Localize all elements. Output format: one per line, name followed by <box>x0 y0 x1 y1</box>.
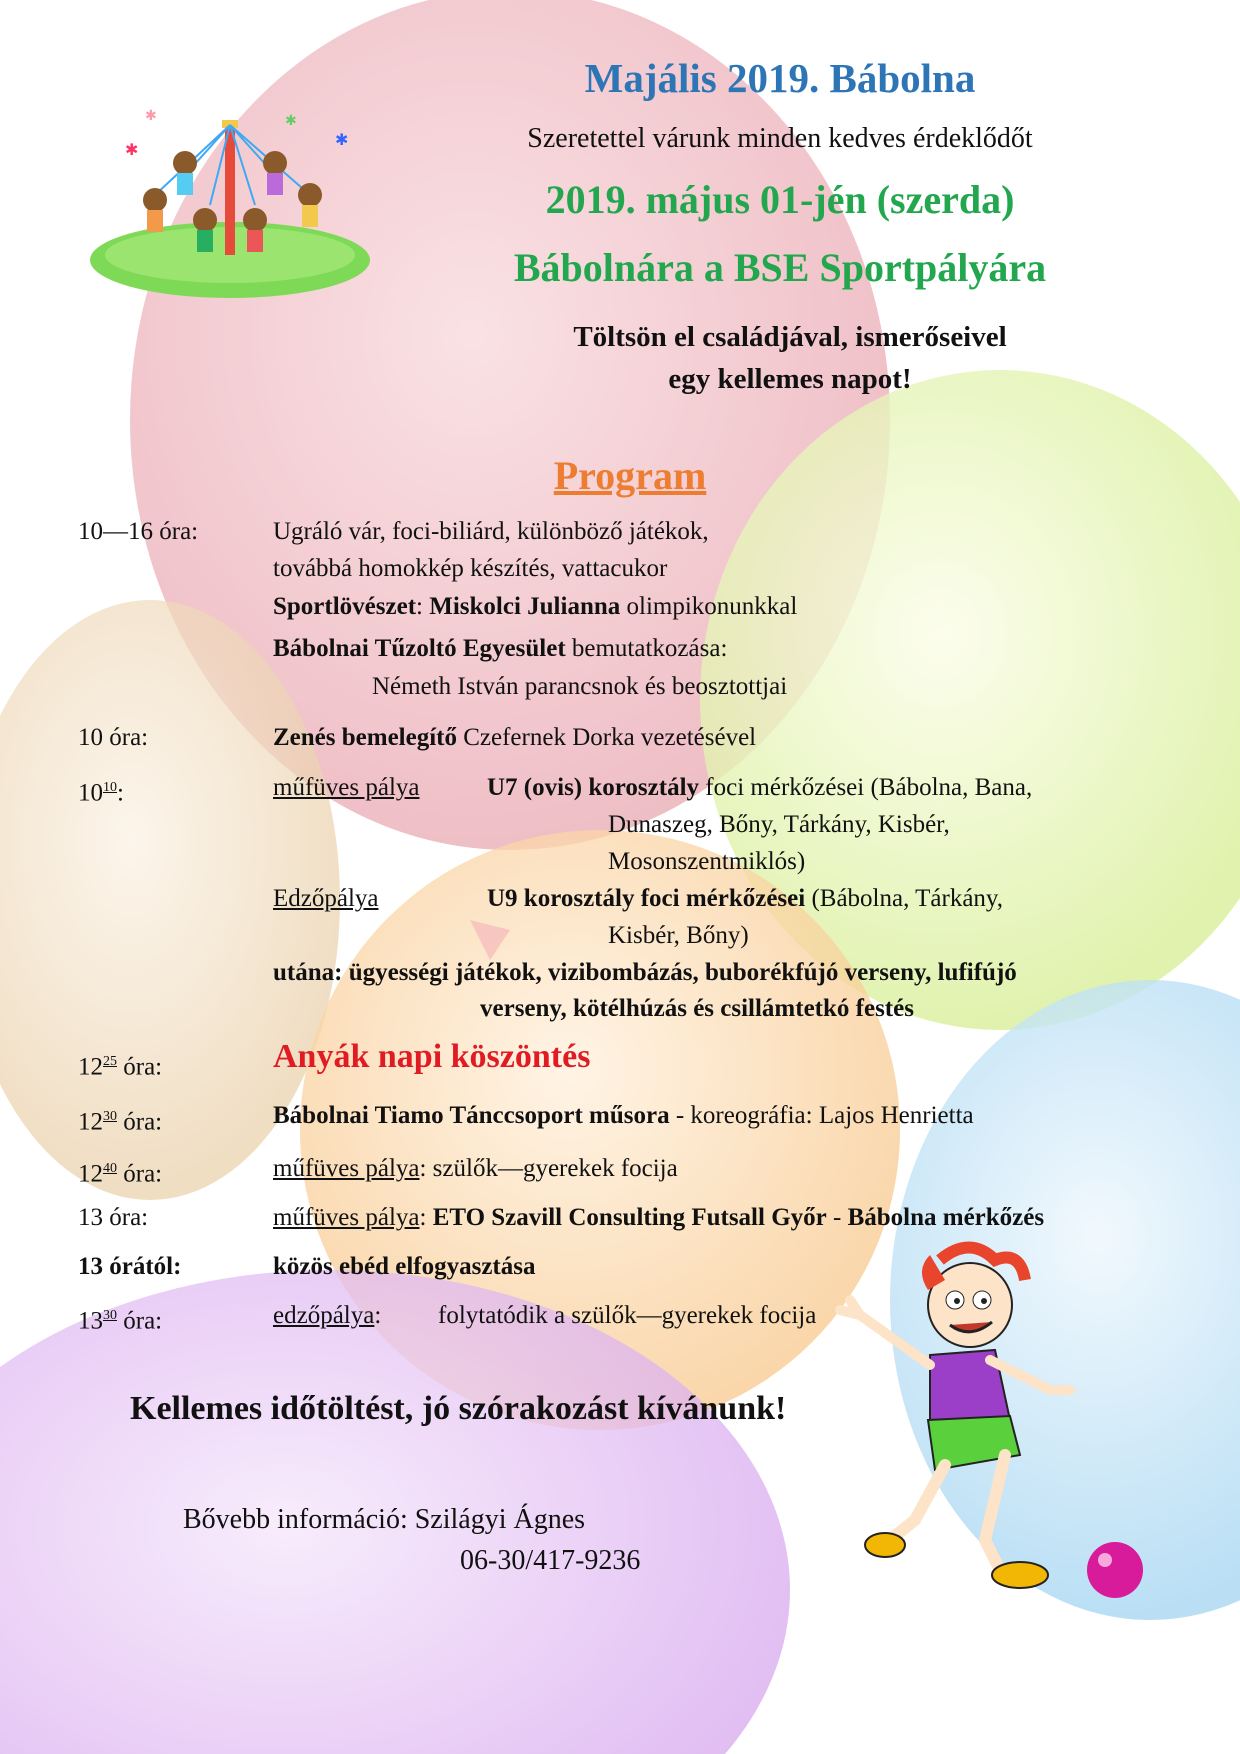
time-suffix: óra: <box>117 1160 163 1188</box>
event-title: Majális 2019. Bábolna <box>584 55 976 101</box>
artificial-turf-field: műfüves pálya <box>273 1204 420 1231</box>
u9-rest: (Bábolna, Tárkány, <box>811 885 1004 912</box>
time-10-16: 10—16 óra: <box>78 518 199 545</box>
time-sup: 40 <box>103 1161 117 1176</box>
time-sup: 30 <box>103 1109 117 1124</box>
training-field: Edzőpálya <box>273 885 379 912</box>
parents-kids-rest: : szülők—gyerekek focija <box>419 1155 678 1182</box>
sport-shooting-line <box>273 588 797 625</box>
warmup-rest: Czefernek Dorka vezetésével <box>463 724 757 751</box>
firefighters-line-2: Németh István parancsnok és beosztottjai <box>372 673 788 700</box>
sep: : <box>419 1204 433 1231</box>
u9-line-2: Kisbér, Bőny) <box>608 922 749 949</box>
dance-group-title: Bábolnai Tiamo Tánccsoport műsora <box>273 1102 670 1129</box>
mothers-day-greeting: Anyák napi köszöntés <box>273 1038 591 1075</box>
time-13-30 <box>78 1297 162 1339</box>
svg-text:✱: ✱ <box>335 132 349 149</box>
event-date: 2019. május 01-jén (szerda) <box>545 177 1015 222</box>
invite-line-2: egy kellemes napot! <box>668 363 912 395</box>
football-continues: folytatódik a szülők—gyerekek focija <box>438 1302 817 1329</box>
shooter-name: Miskolci Julianna <box>429 593 621 620</box>
time-12-25 <box>78 1043 162 1085</box>
training-field-line <box>273 1297 381 1334</box>
time-main: 12 <box>78 1160 103 1188</box>
time-10-10 <box>78 769 124 811</box>
time-main: 13 <box>78 1307 103 1335</box>
lunch-line: közös ebéd elfogyasztása <box>273 1253 536 1280</box>
contact-label: Bővebb információ: Szilágyi Ágnes <box>183 1504 586 1535</box>
dance-group-rest: - koreográfia: Lajos Henrietta <box>669 1102 974 1129</box>
dash: - <box>826 1204 848 1231</box>
time-main: 12 <box>78 1053 103 1081</box>
dance-group-line <box>273 1097 974 1134</box>
u9-title: U9 korosztály foci mérkőzései <box>487 885 806 912</box>
shooter-rest: olimpikonunkkal <box>626 593 798 620</box>
svg-text:✱: ✱ <box>285 114 297 129</box>
u7-line-2: Dunaszeg, Bőny, Tárkány, Kisbér, <box>608 811 950 838</box>
artificial-turf-field: műfüves pálya <box>273 1155 420 1182</box>
welcome-subtitle: Szeretettel várunk minden kedves érdeklődőt <box>527 123 1033 154</box>
firefighters-rest: bemutatkozása: <box>571 635 728 662</box>
svg-text:✱: ✱ <box>145 109 157 124</box>
time-suffix: óra: <box>117 1108 163 1136</box>
time-suffix: : <box>117 779 124 807</box>
firefighters-title: Bábolnai Tűzoltó Egyesület <box>273 635 566 662</box>
invite-line-1: Töltsön el családjával, ismerőseivel <box>573 321 1007 353</box>
program-heading: Program <box>553 453 707 498</box>
time-suffix: óra: <box>117 1307 163 1335</box>
artificial-turf-field: műfüves pálya <box>273 774 420 801</box>
u7-line-3: Mosonszentmiklós) <box>608 848 806 875</box>
u7-rest: foci mérkőzései (Bábolna, Bana, <box>705 774 1033 801</box>
futsal-match-line <box>273 1199 1044 1236</box>
babolna-match: Bábolna mérkőzés <box>847 1204 1045 1231</box>
svg-text:✱: ✱ <box>125 142 139 159</box>
warmup-line <box>273 719 756 756</box>
firefighters-line <box>273 630 727 667</box>
after-games-line-1: utána: ügyességi játékok, vizibombázás, buborékfújó verseny, lufifújó <box>273 959 1017 986</box>
time-13-from: 13 órától: <box>78 1253 182 1280</box>
time-sup: 25 <box>103 1054 117 1069</box>
activities-line-2: továbbá homokkép készítés, vattacukor <box>273 555 668 582</box>
u7-title: U7 (ovis) korosztály <box>487 774 700 801</box>
time-12-30 <box>78 1098 162 1140</box>
time-sup: 30 <box>103 1308 117 1323</box>
activities-line-1: Ugráló vár, foci-biliárd, különböző játékok, <box>273 518 709 545</box>
contact-phone: 06-30/417-9236 <box>460 1545 641 1576</box>
u7-line-1 <box>487 769 1032 806</box>
time-sup: 10 <box>103 780 117 795</box>
time-10: 10 óra: <box>78 724 149 751</box>
sport-shooting-title: Sportlövészet <box>273 593 417 620</box>
training-field: edzőpálya <box>273 1302 375 1329</box>
closing-greeting: Kellemes időtöltést, jó szórakozást kívánunk! <box>130 1390 787 1427</box>
futsal-team: ETO Szavill Consulting Futsall Győr <box>432 1204 827 1231</box>
warmup-title: Zenés bemelegítő <box>273 724 457 751</box>
sep: : <box>416 593 423 620</box>
event-place: Bábolnára a BSE Sportpályára <box>513 245 1047 290</box>
time-suffix: óra: <box>117 1053 163 1081</box>
time-13: 13 óra: <box>78 1204 149 1231</box>
time-12-40 <box>78 1150 162 1192</box>
parents-kids-football-line <box>273 1150 678 1187</box>
sep: : <box>374 1302 382 1329</box>
u9-line-1 <box>487 880 1003 917</box>
after-games-line-2: verseny, kötélhúzás és csillámtetkó festés <box>480 995 914 1022</box>
time-main: 12 <box>78 1108 103 1136</box>
time-main: 10 <box>78 779 103 807</box>
